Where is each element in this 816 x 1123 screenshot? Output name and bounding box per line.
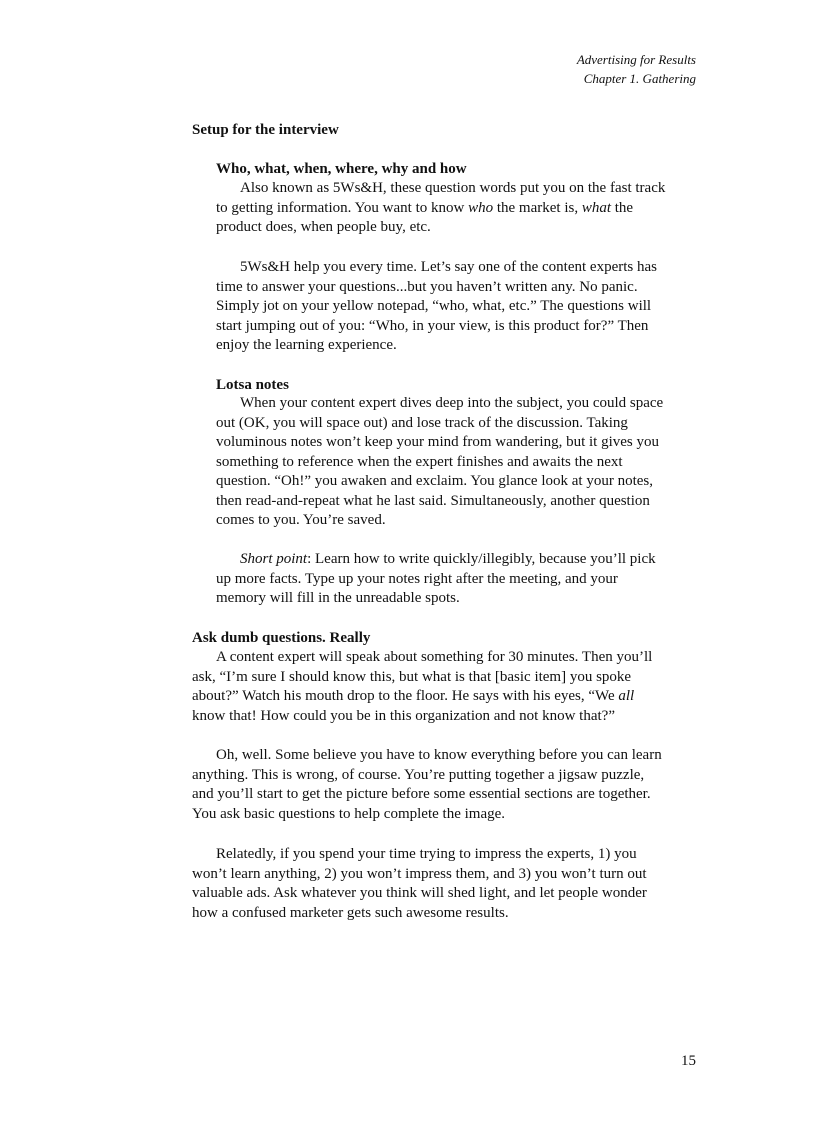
subheading-5wsh: Who, what, when, where, why and how (216, 161, 467, 177)
text-line: You ask basic questions to help complete the image. (192, 805, 506, 822)
text-line: memory will fill in the unreadable spots. (216, 590, 460, 606)
text-line: 5Ws&H help you every time. Let’s say one of the content experts has (240, 259, 657, 275)
text-line: Also known as 5Ws&H, these question words put you on the fast track (240, 180, 666, 196)
text-line: Relatedly, if you spend your time trying to impress the experts, 1) you (216, 846, 637, 862)
text-line: up more facts. Type up your notes right after the meeting, and your (216, 570, 618, 587)
paragraph-5wsh-help (216, 258, 657, 356)
subheading-lotsa-notes: Lotsa notes (216, 377, 289, 393)
section-heading-dumb-questions: Ask dumb questions. Really (192, 630, 371, 646)
chapter-title: Chapter 1. Gathering (583, 71, 696, 86)
emphasis: all (618, 688, 635, 704)
text-line: something to reference when the expert finishes and awaits the next (216, 453, 623, 470)
text-line: comes to you. You’re saved. (216, 512, 386, 528)
text-line: Oh, well. Some believe you have to know everything before you can learn (216, 747, 662, 763)
text-line: enjoy the learning experience. (216, 337, 397, 353)
emphasis: what (581, 199, 612, 216)
paragraph-oh-well (192, 746, 662, 824)
paragraph-5wsh-intro (216, 179, 665, 238)
text-line: and you’ll start to get the picture before some essential sections are together. (192, 786, 651, 802)
text-run: about?” Watch his mouth drop to the floor. He says with his eyes, “We (192, 688, 619, 704)
text-run: the market is, (493, 199, 582, 216)
section-heading-setup: Setup for the interview (192, 122, 339, 138)
text-run: the (611, 199, 634, 216)
text-line (192, 687, 652, 707)
text-line: know that! How could you be in this organization and not know that?” (192, 707, 615, 724)
emphasis: who (468, 199, 494, 216)
text-line (216, 550, 656, 570)
page-number: 15 (681, 1053, 696, 1069)
text-line: valuable ads. Ask whatever you think will shed light, and let people wonder (192, 885, 647, 901)
text-line: ask, “I’m sure I should know this, but what is that [basic item] you spoke (192, 668, 632, 685)
text-line: When your content expert dives deep into the subject, you could space (240, 395, 664, 411)
paragraph-content-expert (192, 648, 652, 726)
text-line: question. “Oh!” you awaken and exclaim. You glance look at your notes, (216, 473, 653, 489)
text-line: out (OK, you will space out) and lose track of the discussion. Taking (216, 414, 628, 431)
text-run: to getting information. You want to know (216, 199, 469, 216)
text-line: won’t learn anything, 2) you won’t impress them, and 3) you won’t turn out (192, 865, 647, 882)
text-line: A content expert will speak about something for 30 minutes. Then you’ll (216, 649, 653, 665)
text-line: product does, when people buy, etc. (216, 219, 431, 235)
paragraph-short-point (216, 550, 656, 609)
running-head (577, 50, 696, 88)
text-line (216, 199, 665, 219)
book-title: Advertising for Results (576, 52, 696, 67)
text-line: voluminous notes won’t keep your mind from wandering, but it gives you (216, 434, 660, 450)
paragraph-lotsa-notes (216, 394, 663, 531)
text-line: Simply jot on your yellow notepad, “who, what, etc.” The questions will (216, 298, 652, 314)
text-line: start jumping out of you: “Who, in your view, is this product for?” Then (216, 317, 649, 334)
text-line: how a confused marketer gets such awesome results. (192, 904, 509, 921)
emphasis: Short point (240, 551, 308, 567)
text-line: time to answer your questions...but you haven’t written any. No panic. (216, 278, 638, 295)
text-line: anything. This is wrong, of course. You’re putting together a jigsaw puzzle, (192, 766, 645, 783)
text-run: : Learn how to write quickly/illegibly, because you’ll pick (307, 551, 656, 567)
paragraph-relatedly (192, 845, 647, 923)
text-line: then read-and-repeat what he last said. Simultaneously, another question (216, 492, 650, 509)
